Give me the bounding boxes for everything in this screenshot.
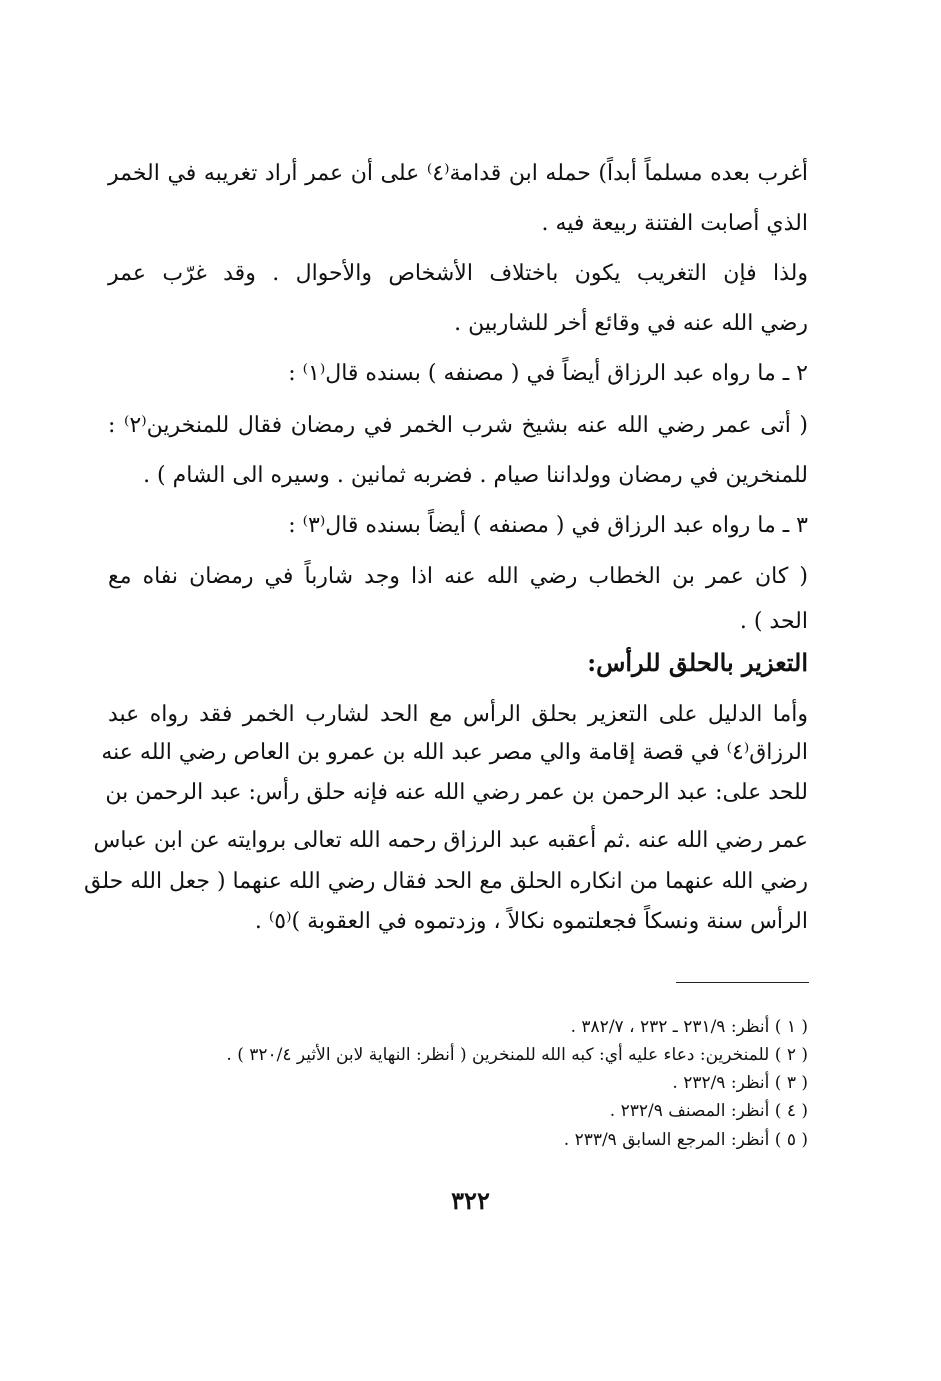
- text-line: الرأس سنة ونسكاً فجعلتموه نكالاً ، وزدتموه في العقوبة )⁽٥⁾ .: [254, 909, 808, 934]
- footnote: ( ٤ ) أنظر: المصنف ٢٣٢/٩ .: [609, 1101, 808, 1121]
- text-line: رضي الله عنهما من انكاره الحلق مع الحد فقال رضي الله عنهما ( جعل الله حلق: [83, 869, 808, 894]
- text-line: للحد على: عبد الرحمن بن عمر رضي الله عنه فإنه حلق رأس: عبد الرحمن بن: [105, 780, 808, 805]
- footnote: ( ٢ ) للمنخرين: دعاء عليه أي: كبه الله للمنخرين ( أنظر: النهاية لابن الأثير ٣٢٠/٤ ) .: [226, 1045, 808, 1065]
- footnote-separator: [676, 982, 809, 983]
- text-line: ٣ ـ ما رواه عبد الرزاق في ( مصنفه ) أيضاً بسنده قال⁽٣⁾ :: [288, 513, 808, 538]
- footnote: ( ٣ ) أنظر: ٢٣٢/٩ .: [672, 1073, 808, 1093]
- footnote: ( ٥ ) أنظر: المرجع السابق ٢٣٣/٩ .: [563, 1130, 808, 1150]
- text-line: الذي أصابت الفتنة ربيعة فيه .: [541, 211, 808, 236]
- text-line: ( أتى عمر رضي الله عنه بشيخ شرب الخمر في رمضان فقال للمنخرين⁽٢⁾ :: [108, 413, 808, 438]
- page-number: ٣٢٢: [451, 1186, 490, 1215]
- text-line: الرزاق⁽٤⁾ في قصة إقامة والي مصر عبد الله بن عمرو بن العاص رضي الله عنه: [101, 740, 808, 765]
- text-line: الحد ) .: [739, 609, 808, 634]
- text-line: ( كان عمر بن الخطاب رضي الله عنه اذا وجد شارباً في رمضان نفاه مع: [108, 564, 808, 589]
- text-line: عمر رضي الله عنه .ثم أعقبه عبد الرزاق رحمه الله تعالى بروايته عن ابن عباس: [93, 828, 808, 853]
- text-line: رضي الله عنه في وقائع أخر للشاربين .: [454, 311, 808, 336]
- text-line: ولذا فإن التغريب يكون باختلاف الأشخاص والأحوال . وقد غرّب عمر: [108, 261, 808, 286]
- text-line: أغرب بعده مسلماً أبداً) حمله ابن قدامة⁽٤⁾ على أن عمر أراد تغريبه في الخمر: [108, 161, 808, 186]
- text-line: ٢ ـ ما رواه عبد الرزاق أيضاً في ( مصنفه ) بسنده قال⁽١⁾ :: [288, 361, 808, 386]
- section-heading: التعزير بالحلق للرأس:: [587, 648, 808, 677]
- footnote: ( ١ ) أنظر: ٢٣١/٩ ـ ٢٣٢ ، ٣٨٢/٧ .: [570, 1017, 808, 1037]
- text-line: للمنخرين في رمضان وولداننا صيام . فضربه ثمانين . وسيره الى الشام ) .: [143, 463, 808, 488]
- text-line: وأما الدليل على التعزير بحلق الرأس مع الحد لشارب الخمر فقد رواه عبد: [108, 702, 808, 727]
